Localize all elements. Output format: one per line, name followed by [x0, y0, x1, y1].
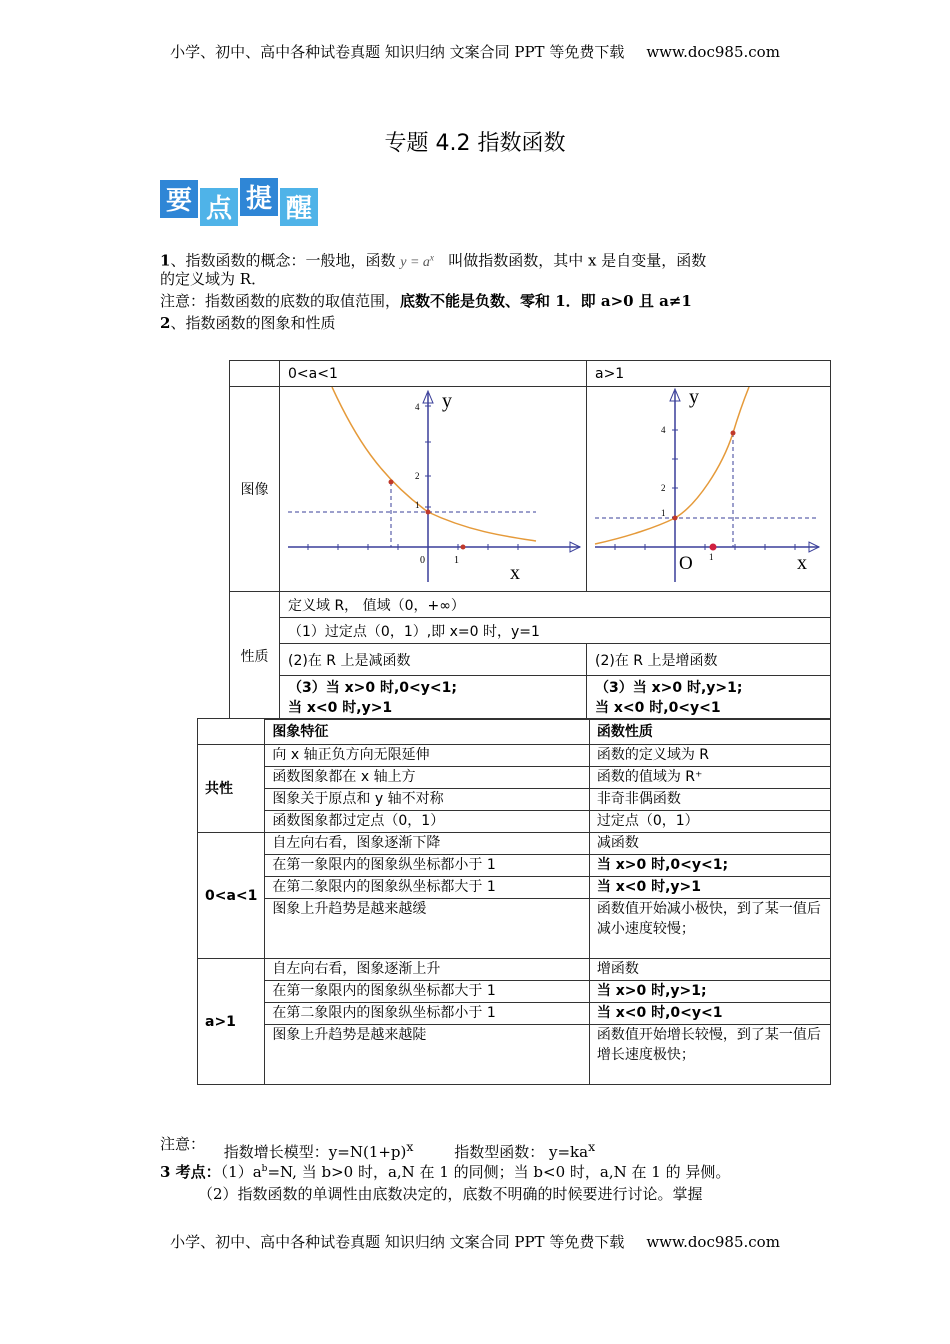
- property-cell: 当 x>0 时,0<y<1;: [589, 855, 830, 877]
- feature-cell: 图象上升趋势是越来越缓: [265, 899, 589, 959]
- svg-text:1: 1: [709, 552, 714, 562]
- feature-cell: 在第一象限内的图象纵坐标都小于 1: [265, 855, 589, 877]
- feature-cell: 图象关于原点和 y 轴不对称: [265, 789, 589, 811]
- group-label: a>1: [198, 959, 265, 1085]
- property-cell: 非奇非偶函数: [589, 789, 830, 811]
- table-row: [198, 877, 831, 899]
- property-cell: 当 x>0 时,y>1;: [589, 981, 830, 1003]
- section3-line1: 3 考点：$(1)a^b=N$, 当 b>0 时，a,N 在 1 的同侧；当 b<0 时，a,N 在 1 的 异侧。: [160, 1163, 731, 1181]
- feature-table: [197, 718, 831, 1085]
- page-header: [0, 41, 950, 62]
- feature-cell: 向 x 轴正负方向无限延伸: [265, 745, 589, 767]
- feature-cell: 自左向右看，图象逐渐上升: [265, 959, 589, 981]
- footer-text: 小学、初中、高中各种试卷真题 知识归纳 文案合同 PPT 等免费下载: [170, 1233, 625, 1251]
- property-cell: 减函数: [589, 833, 830, 855]
- svg-text:0: 0: [420, 555, 425, 566]
- header-text: 小学、初中、高中各种试卷真题 知识归纳 文案合同 PPT 等免费下载: [170, 43, 625, 61]
- y-axis-label: y: [689, 387, 699, 408]
- property-cell: 函数的定义域为 R: [589, 745, 830, 767]
- x-axis-label: x: [797, 552, 807, 574]
- badge-char-4: 醒: [285, 194, 313, 223]
- prop3-dec: （3）当 x>0 时,0<y<1; 当 x<0 时,y>1: [280, 676, 587, 720]
- table-row: [198, 855, 831, 877]
- mono-dec: (2)在 R 上是减函数: [280, 644, 587, 676]
- svg-text:2: 2: [415, 471, 420, 481]
- badge-char-2: 点: [205, 194, 233, 223]
- footer-site[interactable]: www.doc985.com: [646, 1233, 780, 1251]
- svg-text:4: 4: [415, 402, 420, 412]
- svg-text:2: 2: [661, 483, 666, 493]
- feature-cell: 函数图象都在 x 轴上方: [265, 767, 589, 789]
- feature-cell: 图象上升趋势是越来越陡: [265, 1025, 589, 1085]
- table-row: [198, 745, 831, 767]
- col-header-dec: 0<a<1: [280, 361, 587, 387]
- concept-line-2: 的定义域为 R．: [160, 270, 267, 288]
- feature-cell: 在第二象限内的图象纵坐标都大于 1: [265, 877, 589, 899]
- section2-heading: 2、指数函数的图象和性质: [160, 314, 336, 332]
- svg-text:4: 4: [661, 425, 666, 435]
- badge-char-3: 提: [245, 184, 273, 213]
- property-cell: 当 x<0 时,0<y<1: [589, 1003, 830, 1025]
- table-row: [198, 1025, 831, 1085]
- svg-text:1: 1: [661, 508, 666, 518]
- y-axis-label: y: [442, 390, 452, 412]
- table-row: [198, 959, 831, 981]
- page-footer: [0, 1231, 950, 1252]
- table-row: [198, 811, 831, 833]
- head-feature: 图象特征: [265, 719, 589, 745]
- table-row: [198, 981, 831, 1003]
- row-label-property: 性质: [230, 592, 280, 720]
- graph-increasing: [587, 387, 830, 587]
- property-cell: 当 x<0 时,y>1: [589, 877, 830, 899]
- property-cell: 增函数: [589, 959, 830, 981]
- svg-text:1: 1: [454, 555, 459, 566]
- graph-property-table: [229, 360, 831, 720]
- table-row: [198, 789, 831, 811]
- table-row: [198, 767, 831, 789]
- group-label: 0<a<1: [198, 833, 265, 959]
- section3-line2: （2）指数函数的单调性由底数决定的，底数不明确的时候要进行讨论。掌握: [198, 1185, 703, 1203]
- feature-cell: 自左向右看，图象逐渐下降: [265, 833, 589, 855]
- svg-text:O: O: [679, 553, 693, 574]
- prop3-inc: （3）当 x>0 时,y>1; 当 x<0 时,0<y<1: [587, 676, 831, 720]
- property-cell: 过定点（0，1）: [589, 811, 830, 833]
- formula-y-eq-a-x: $y = a^x$: [400, 252, 434, 270]
- graph-decreasing: [280, 387, 586, 587]
- feature-cell: 在第一象限内的图象纵坐标都大于 1: [265, 981, 589, 1003]
- feature-cell: 函数图象都过定点（0，1）: [265, 811, 589, 833]
- model-note: 注意： 指数增长模型：$y=N(1+p)^x$ 指数型函数： $y=ka^x$: [160, 1135, 596, 1161]
- key-points-badge: [160, 177, 322, 227]
- table-row: [198, 899, 831, 959]
- mono-inc: (2)在 R 上是增函数: [587, 644, 831, 676]
- property-cell: 函数值开始增长较慢，到了某一值后增长速度极快；: [589, 1025, 830, 1085]
- domain-range: 定义域 R， 值域（0，+∞）: [280, 592, 831, 618]
- table-row: [198, 1003, 831, 1025]
- badge-char-1: 要: [165, 186, 193, 215]
- row-label-image: 图像: [230, 387, 280, 592]
- group-label: 共性: [198, 745, 265, 833]
- page-title: 专题 4.2 指数函数: [384, 131, 566, 156]
- concept-line: 1、指数函数的概念：一般地，函数 $y = a^x$ 叫做指数函数，其中 x 是自变量，函数: [160, 251, 707, 270]
- x-axis-label: x: [510, 562, 520, 584]
- property-cell: 函数的值域为 R⁺: [589, 767, 830, 789]
- header-site[interactable]: www.doc985.com: [646, 43, 780, 61]
- svg-text:1: 1: [415, 500, 420, 510]
- head-property: 函数性质: [589, 719, 830, 745]
- property-cell: 函数值开始减小极快，到了某一值后减小速度较慢；: [589, 899, 830, 959]
- note-line: 注意：指数函数的底数的取值范围，底数不能是负数、零和 1．即 a>0 且 a≠1: [160, 292, 692, 310]
- feature-cell: 在第二象限内的图象纵坐标都小于 1: [265, 1003, 589, 1025]
- fixed-point: （1）过定点（0，1）,即 x=0 时，y=1: [280, 618, 831, 644]
- col-header-inc: a>1: [587, 361, 831, 387]
- table-row: [198, 833, 831, 855]
